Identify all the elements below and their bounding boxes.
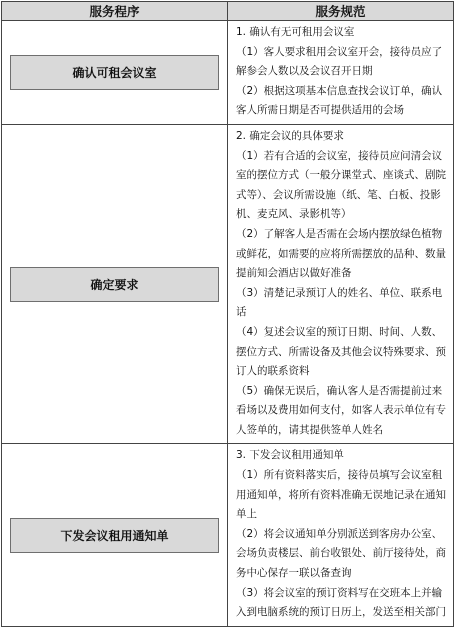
spec-item: （3）清楚记录预订人的姓名、单位、联系电话 [236, 286, 443, 319]
specification-cell [228, 21, 454, 125]
spec-item: （2）了解客人是否需在会场内摆放绿色植物或鲜花，如需要的应将所需摆放的品种、数量提前知会酒店以做好准备 [236, 227, 446, 280]
spec-item: （1）若有合适的会议室，接待员应问清会议室的摆位方式（一般分课堂式、座谈式、剧院式等）、会议所需设施（纸、笔、白板、投影机、麦克风、录影机等） [236, 149, 446, 221]
spec-item: （2）将会议通知单分别派送到客房办公室、会场负责楼层、前台收银处、前厅接待处，商务中心保存一联以备查询 [236, 527, 446, 580]
specification-cell [228, 124, 454, 444]
procedure-cell [2, 444, 228, 626]
specification-cell [228, 444, 454, 626]
spec-item: （4）复述会议室的预订日期、时间、人数、摆位方式、所需设备及其他会议特殊要求、预订人的联系资料 [236, 325, 446, 378]
table-row [2, 444, 454, 626]
procedure-cell [2, 21, 228, 125]
procedure-label: 下发会议租用通知单 [10, 518, 219, 553]
spec-item: （5）确保无误后，确认客人是否需提前过来看场以及费用如何支付，如客人表示单位有专人签单的，请其提供签单人姓名 [236, 384, 446, 436]
procedure-label: 确定要求 [10, 267, 219, 302]
spec-item: （1）客人要求租用会议室开会，接待员应了解参会人数以及会议召开日期 [236, 45, 443, 78]
header-procedure: 服务程序 [2, 2, 228, 21]
spec-heading: 3. 下发会议租用通知单 [236, 449, 344, 462]
spec-heading: 1. 确认有无可租用会议室 [236, 26, 355, 38]
table-header-row [2, 2, 454, 21]
spec-heading: 2. 确定会议的具体要求 [236, 129, 344, 142]
procedure-label: 确认可租会议室 [10, 55, 219, 90]
spec-item: （1）所有资料落实后，接待员填写会议室租用通知单，将所有资料准确无误地记录在通知单上 [236, 469, 446, 521]
spec-item: （2）根据这项基本信息查找会议订单，确认客人所需日期是否可提供适用的会场 [236, 84, 443, 117]
table-row [2, 21, 454, 125]
procedure-cell [2, 124, 228, 444]
table-row [2, 124, 454, 444]
header-specification: 服务规范 [228, 2, 454, 21]
spec-item: （3）将会议室的预订资料写在交班本上并输入到电脑系统的预订日历上，发送至相关部门 [236, 586, 446, 619]
service-table [1, 1, 454, 627]
